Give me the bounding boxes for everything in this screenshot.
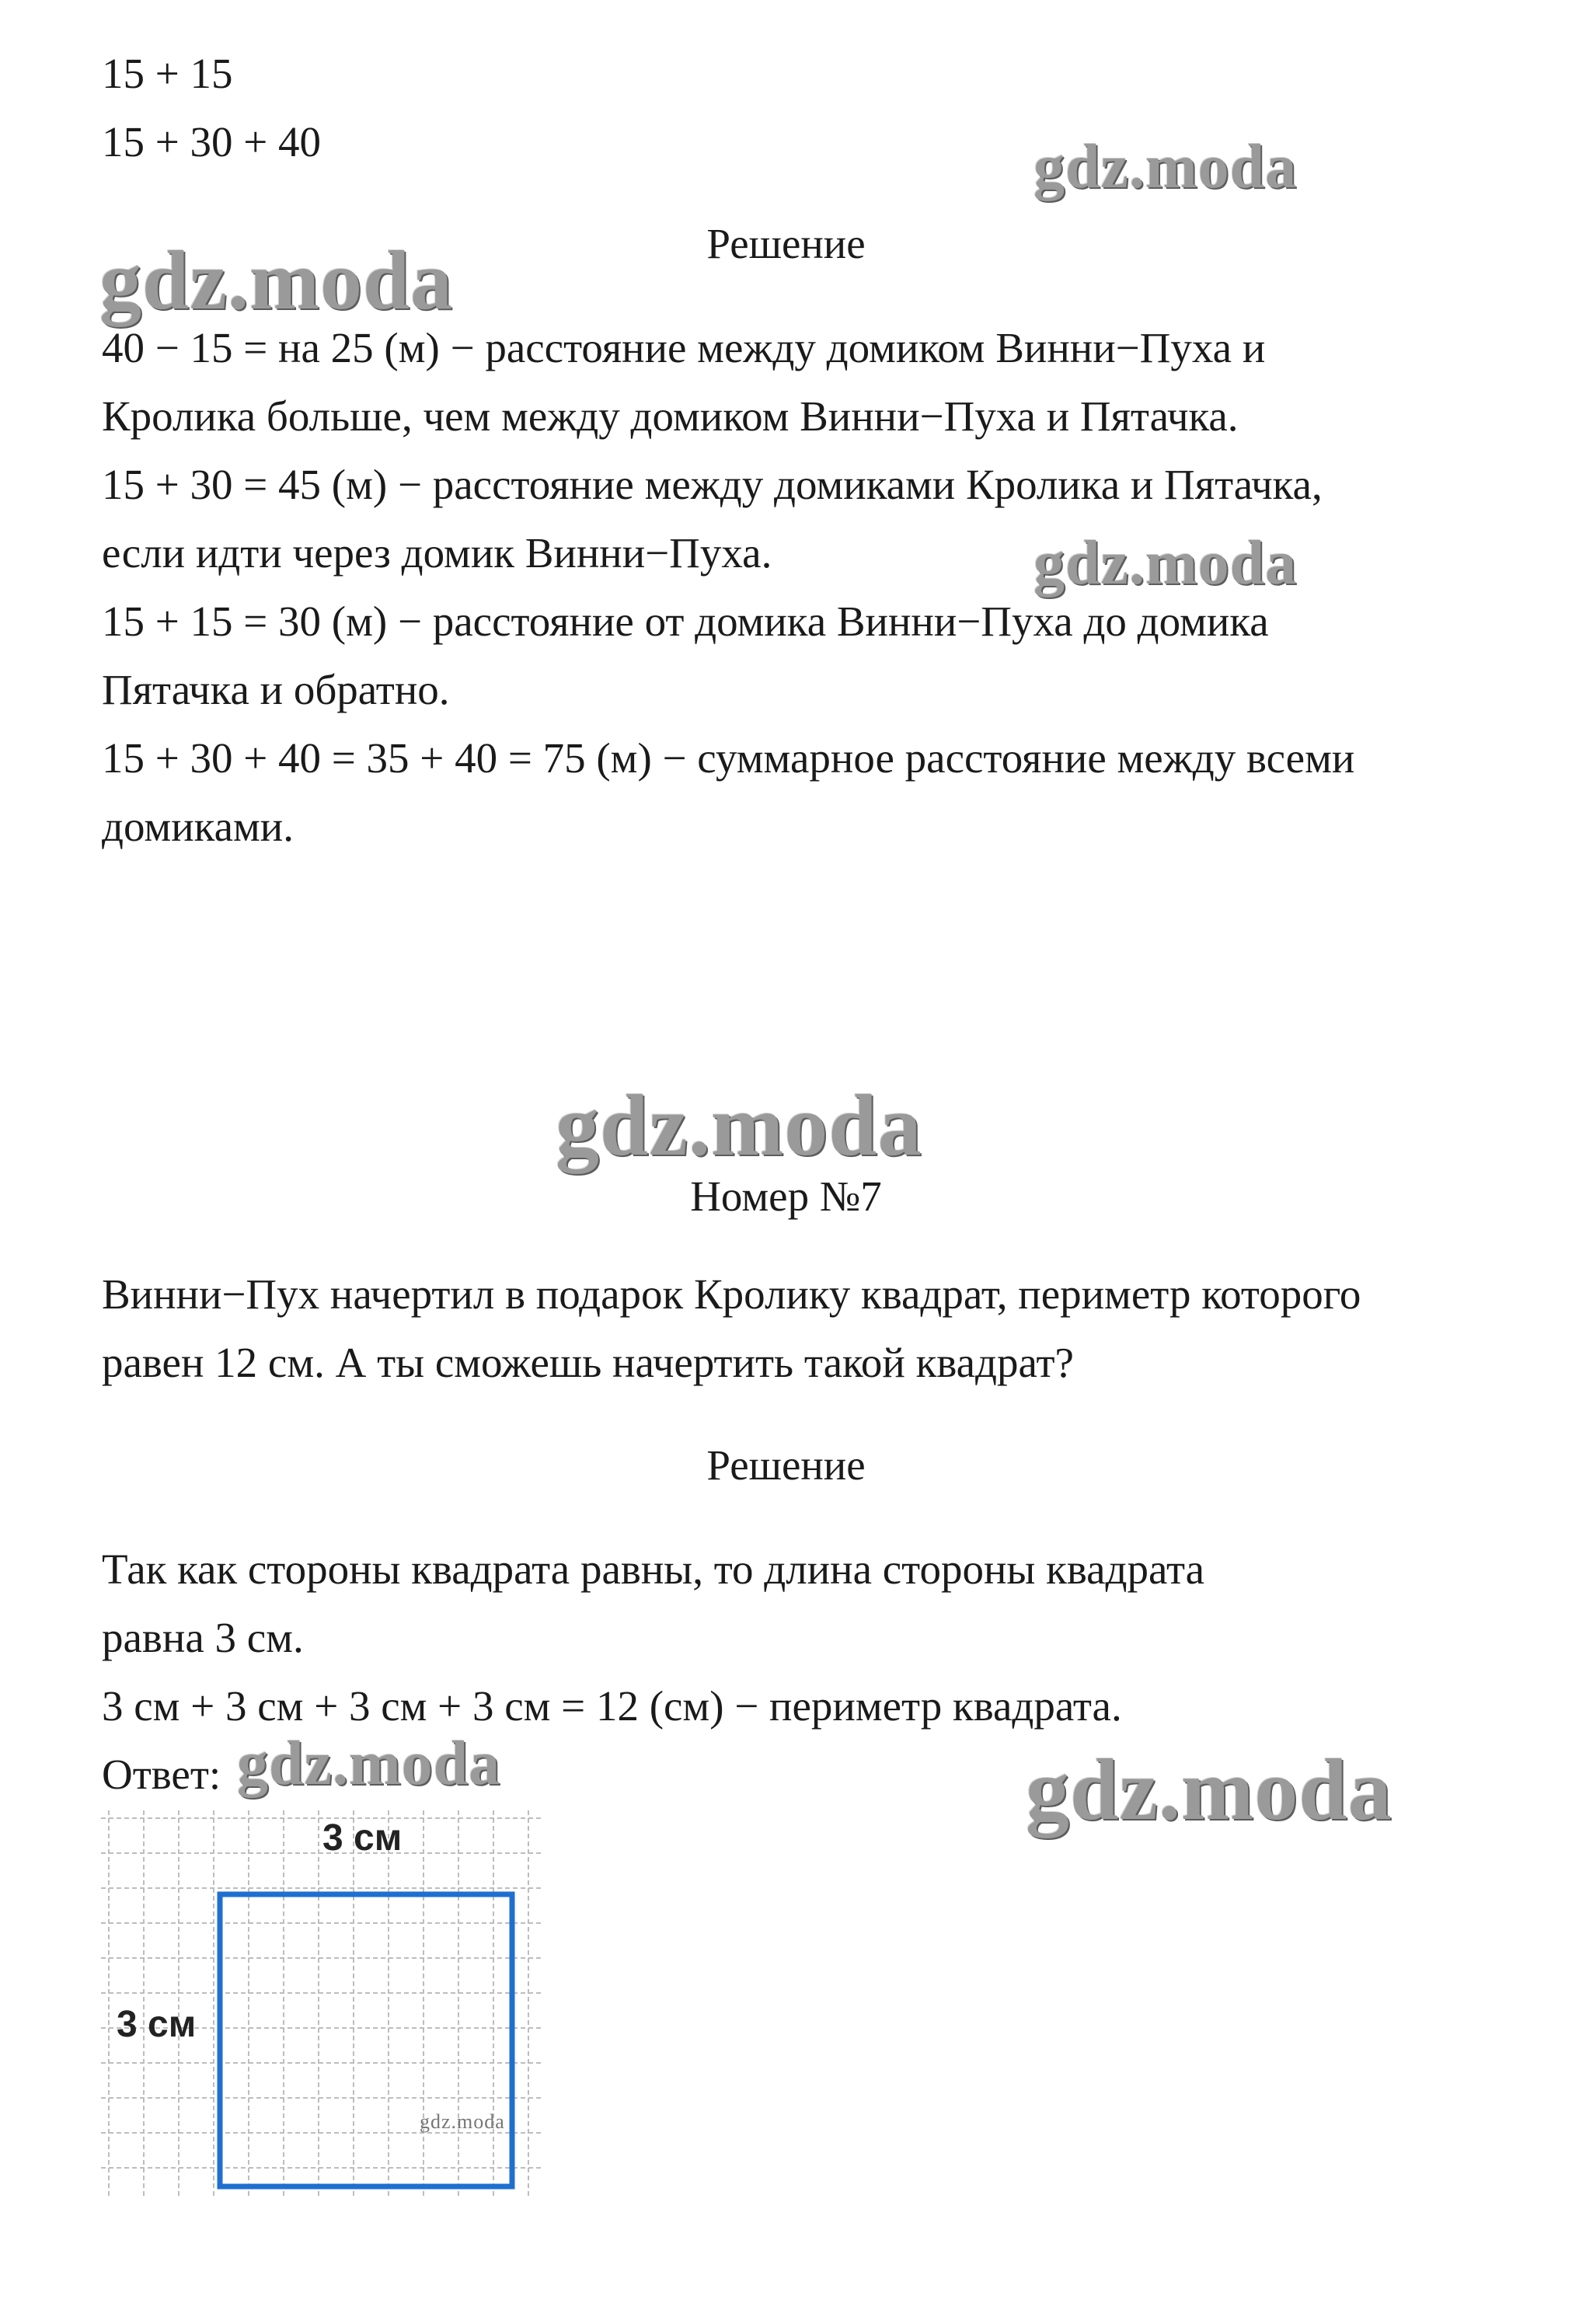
solution-line: Кролика больше, чем между домиком Винни−Пуха и Пятачка. <box>102 392 1239 440</box>
inner-watermark: gdz.moda <box>420 2110 505 2133</box>
solution-line: Пятачка и обратно. <box>102 666 450 713</box>
watermark: gdz.moda <box>556 1078 922 1174</box>
square <box>220 1894 512 2186</box>
problem-line: равен 12 см. А ты сможешь начертить такой квадрат? <box>102 1339 1074 1386</box>
solution-line: Так как стороны квадрата равны, то длина стороны квадрата <box>102 1545 1205 1593</box>
expression-line: 15 + 30 + 40 <box>102 118 322 166</box>
solution-heading: Решение <box>706 1441 866 1489</box>
left-side-label: 3 см <box>117 2004 197 2045</box>
solution-line: равна 3 см. <box>102 1614 304 1661</box>
solution-line: 40 − 15 = на 25 (м) − расстояние между домиком Винни−Пуха и <box>102 324 1266 371</box>
solution-line: домиками. <box>102 803 294 850</box>
watermark: gdz.moda <box>237 1730 501 1798</box>
watermark: gdz.moda <box>99 235 454 327</box>
solution-line: 15 + 30 = 45 (м) − расстояние между домиками Кролика и Пятачка, <box>102 461 1323 508</box>
solution-heading: Решение <box>706 220 866 267</box>
watermark: gdz.moda <box>1033 133 1298 201</box>
problem-title: Номер №7 <box>690 1172 882 1220</box>
watermark: gdz.moda <box>1033 529 1298 598</box>
watermark: gdz.moda <box>1026 1742 1392 1838</box>
problem-line: Винни−Пух начертил в подарок Кролику квадрат, периметр которого <box>102 1270 1361 1318</box>
solution-line: 15 + 15 = 30 (м) − расстояние от домика Винни−Пуха до домика <box>102 598 1269 645</box>
solution-line: 3 см + 3 см + 3 см + 3 см = 12 (см) − периметр квадрата. <box>102 1682 1122 1730</box>
top-side-label: 3 см <box>322 1817 403 1859</box>
solution-line: если идти через домик Винни−Пуха. <box>102 529 772 577</box>
expression-line: 15 + 15 <box>102 50 233 97</box>
solution-line: 15 + 30 + 40 = 35 + 40 = 75 (м) − суммарное расстояние между всеми <box>102 734 1355 782</box>
answer-label: Ответ: <box>102 1751 221 1798</box>
